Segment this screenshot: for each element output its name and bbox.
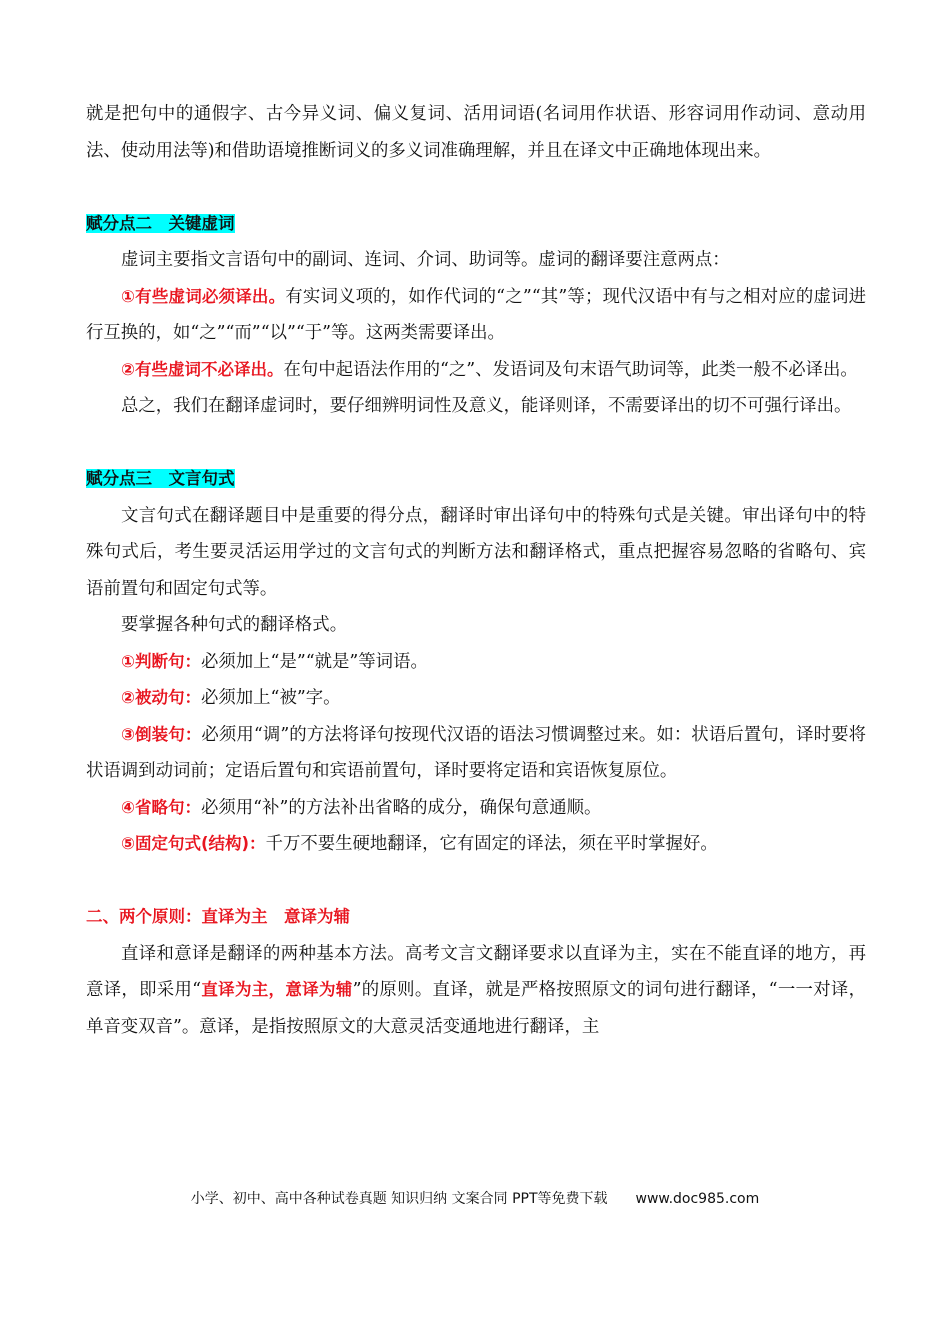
xuci-paragraph-1: 虚词主要指文言语句中的副词、连词、介词、助词等。虚词的翻译要注意两点：: [121, 250, 730, 270]
xuci-item-1-label: ①有些虚词必须译出。: [121, 286, 286, 306]
jushi-item-2: [86, 680, 866, 717]
section-heading-jushi-text: 赋分点三 文言句式: [86, 469, 235, 488]
footer-url: www.doc985.com: [635, 1191, 760, 1207]
page-footer: [0, 1188, 950, 1208]
jushi-item-1: [86, 644, 866, 681]
jushi-paragraph-1: 文言句式在翻译题目中是重要的得分点，翻译时审出译句中的特殊句式是关键。审出译句中的特殊句式后，考生要灵活运用学过的文言句式的判断方法和翻译格式，重点把握容易忽略的省略句、宾语前置句和固定句式等。: [86, 505, 866, 599]
jushi-item-3: [86, 717, 866, 790]
principles-text-b: ”的原则。直译，就是严格按照原文的词句进行翻译，“一一对译，单音变双音”。意译，是指按照原文的大意灵活变通地进行翻译，主: [86, 980, 866, 1037]
section-heading-jushi: [86, 461, 866, 498]
principles-paragraph: [86, 936, 866, 1046]
jushi-item-5-text: 千万不要生硬地翻译，它有固定的译法，须在平时掌握好。: [265, 834, 718, 854]
xuci-item-1-text: 有实词义项的，如作代词的“之”“其”等；现代汉语中有与之相对应的虚词进行互换的，如“之”“而”“以”“于”等。这两类需要译出。: [86, 286, 866, 343]
spacer: [86, 169, 866, 206]
jushi-item-1-text: 必须加上“是”“就是”等词语。: [200, 651, 428, 672]
jushi-item-4-label: ④省略句：: [121, 797, 201, 817]
xuci-item-2-label: ②有些虚词不必译出。: [121, 359, 284, 379]
jushi-item-1-label: ①判断句：: [121, 651, 201, 671]
xuci-item-2: [86, 352, 866, 389]
section-heading-xuci: [86, 206, 866, 243]
jushi-item-5: [86, 826, 866, 863]
section-heading-principles: 二、两个原则：直译为主 意译为辅: [86, 907, 350, 926]
jushi-item-2-text: 必须加上“被”字。: [200, 688, 341, 708]
principles-highlight: 直译为主，意译为辅: [201, 980, 353, 999]
spacer: [86, 425, 866, 462]
footer-text: 小学、初中、高中各种试卷真题 知识归纳 文案合同 PPT等免费下载: [190, 1191, 608, 1207]
jushi-item-4: [86, 790, 866, 827]
xuci-item-1: [86, 279, 866, 352]
jushi-paragraph-2: 要掌握各种句式的翻译格式。: [121, 615, 348, 635]
jushi-item-5-label: ⑤固定句式(结构)：: [121, 834, 266, 853]
jushi-item-2-label: ②被动句：: [121, 688, 201, 707]
jushi-item-3-text: 必须用“调”的方法将译句按现代汉语的语法习惯调整过来。如：状语后置句，译时要将状语调到动词前；定语后置句和宾语前置句，译时要将定语和宾语恢复原位。: [86, 724, 866, 781]
jushi-item-3-label: ③倒装句：: [121, 724, 202, 744]
document-page: [86, 96, 866, 1045]
jushi-item-4-text: 必须用“补”的方法补出省略的成分，确保句意通顺。: [200, 797, 602, 818]
xuci-summary-paragraph: 总之，我们在翻译虚词时，要仔细辨明词性及意义，能译则译，不需要译出的切不可强行译出。: [121, 396, 852, 416]
xuci-item-2-text: 在句中起语法作用的“之”、发语词及句末语气助词等，此类一般不必译出。: [283, 359, 858, 380]
spacer: [86, 863, 866, 900]
intro-paragraph: 就是把句中的通假字、古今异义词、偏义复词、活用词语(名词用作状语、形容词用作动词、意动用法、使动用法等)和借助语境推断词义的多义词准确理解，并且在译文中正确地体现出来。: [86, 104, 866, 161]
section-heading-xuci-text: 赋分点二 关键虚词: [86, 213, 235, 233]
principles-text-a: 直译和意译是翻译的两种基本方法。高考文言文翻译要求以直译为主，实在不能直译的地方，再意译，即采用“: [86, 943, 866, 1000]
